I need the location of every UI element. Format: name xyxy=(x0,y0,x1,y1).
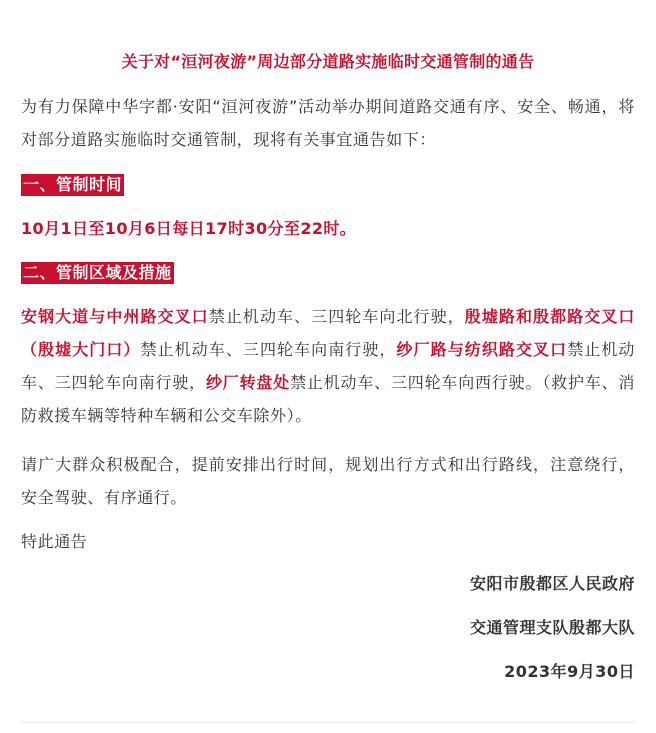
section-heading-time: 一、管制时间 xyxy=(23,175,123,194)
measure-location: 纱厂路与纺织路交叉口 xyxy=(396,340,568,359)
signature-traffic-police: 交通管理支队殷都大队 xyxy=(469,618,635,637)
measure-rule: 禁止机动车、三四轮车向北行驶， xyxy=(208,307,465,326)
measure-rule: 禁止机动车、三四轮车向南行驶， xyxy=(21,340,635,392)
control-measures-paragraph xyxy=(21,300,635,432)
request-paragraph: 请广大群众积极配合，提前安排出行时间，规划出行方式和出行路线，注意绕行，安全驾驶、有序通行。 xyxy=(21,455,635,507)
control-time-text: 10月1日至10月6日每日17时30分至22时。 xyxy=(21,219,357,238)
section-heading-area: 二、管制区域及措施 xyxy=(23,263,172,282)
measure-rule: 禁止机动车、三四轮车向西行驶。（救护车、消防救援车辆等特种车辆和公交车除外）。 xyxy=(21,373,635,425)
intro-paragraph: 为有力保障中华字都·安阳“洹河夜游”活动举办期间道路交通有序、安全、畅通，将对部分道路实施临时交通管制，现将有关事宜通告如下： xyxy=(21,97,635,149)
notice-closing: 特此通告 xyxy=(21,532,88,551)
signature-government: 安阳市殷都区人民政府 xyxy=(469,574,635,593)
measure-rule: 禁止机动车、三四轮车向南行驶， xyxy=(140,340,397,359)
measure-location: 安钢大道与中州路交叉口 xyxy=(21,307,209,326)
document-title: 关于对“洹河夜游”周边部分道路实施临时交通管制的通告 xyxy=(121,52,535,71)
bottom-divider xyxy=(21,722,635,723)
measure-location: 殷墟路和殷都路交叉口（殷墟大门口） xyxy=(21,307,635,359)
signature-date: 2023年9月30日 xyxy=(504,662,635,681)
measure-location: 纱厂转盘处 xyxy=(205,373,291,392)
